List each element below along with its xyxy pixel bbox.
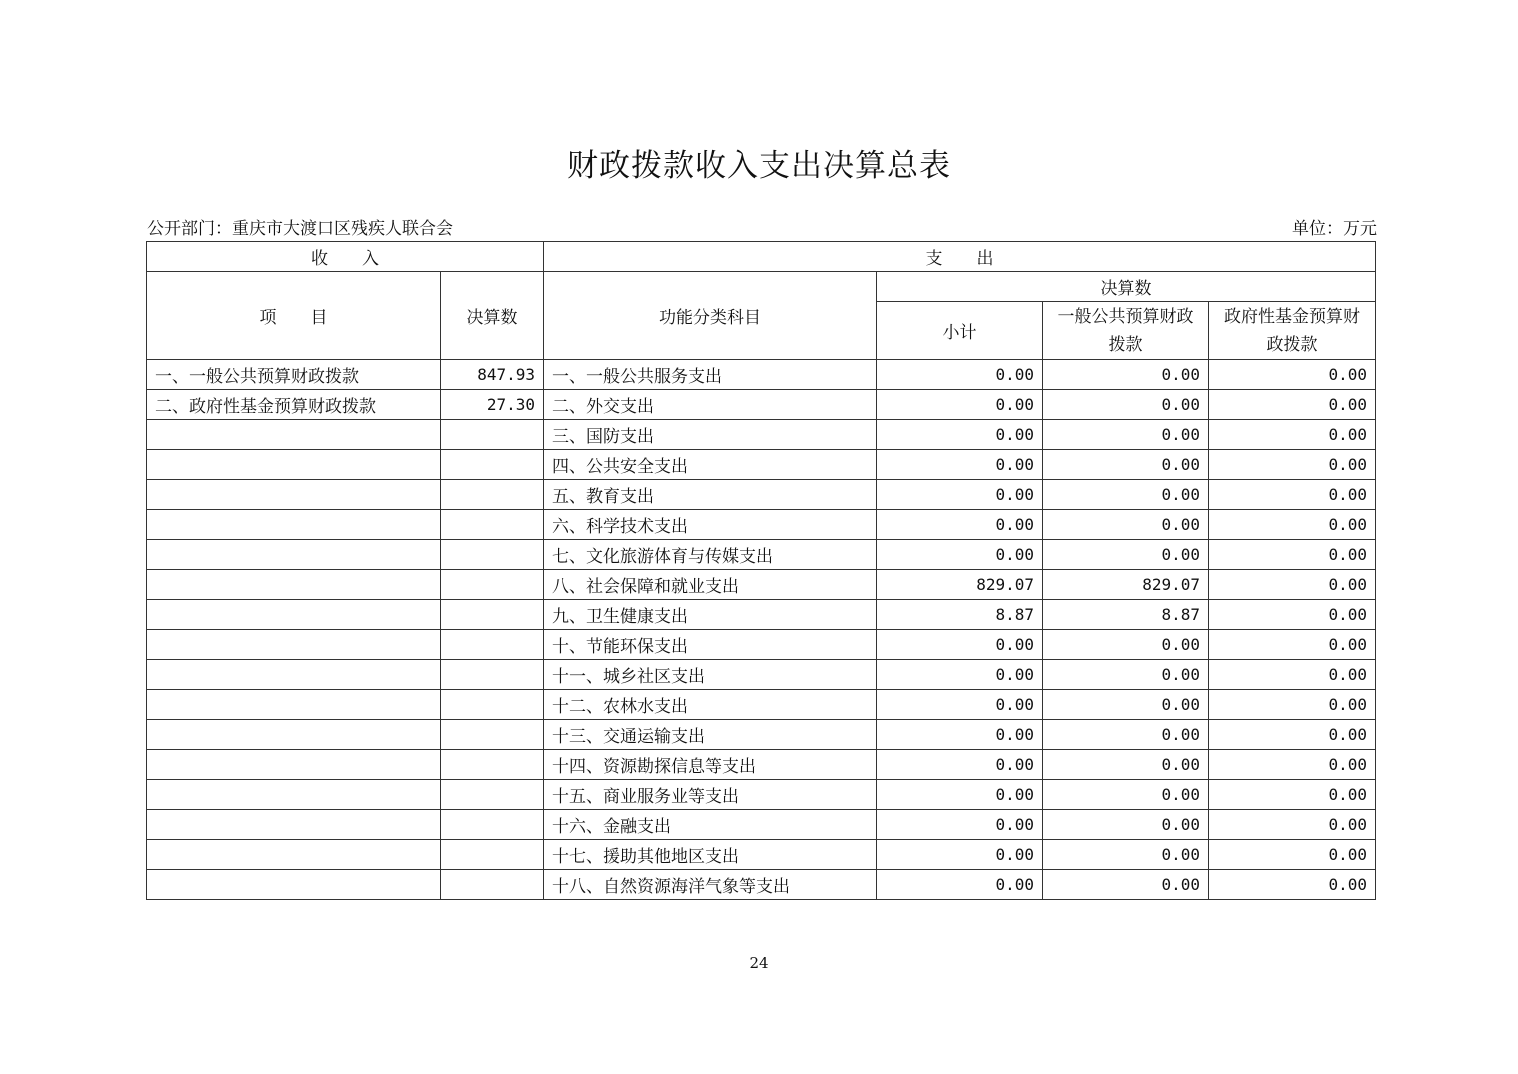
- subtotal-cell: 0.00: [877, 480, 1043, 510]
- general-budget-cell: 829.07: [1043, 570, 1209, 600]
- income-item-cell: [147, 540, 441, 570]
- general-budget-cell: 0.00: [1043, 390, 1209, 420]
- gov-fund-cell: 0.00: [1209, 720, 1376, 750]
- gov-fund-cell: 0.00: [1209, 570, 1376, 600]
- gov-fund-cell: 0.00: [1209, 750, 1376, 780]
- gov-fund-cell: 0.00: [1209, 420, 1376, 450]
- income-item-cell: [147, 420, 441, 450]
- general-budget-cell: 0.00: [1043, 870, 1209, 900]
- subtotal-cell: 0.00: [877, 840, 1043, 870]
- gov-fund-cell: 0.00: [1209, 600, 1376, 630]
- gov-fund-cell: 0.00: [1209, 510, 1376, 540]
- function-category-cell: 八、社会保障和就业支出: [544, 570, 877, 600]
- income-item-cell: [147, 840, 441, 870]
- table-row: [147, 690, 1376, 720]
- function-category-cell: 十六、金融支出: [544, 810, 877, 840]
- function-category-cell: 十四、资源勘探信息等支出: [544, 750, 877, 780]
- gov-fund-cell: 0.00: [1209, 390, 1376, 420]
- function-category-cell: 四、公共安全支出: [544, 450, 877, 480]
- general-budget-cell: 0.00: [1043, 420, 1209, 450]
- income-amount-cell: [441, 630, 544, 660]
- function-category-cell: 一、一般公共服务支出: [544, 360, 877, 390]
- subtotal-cell: 829.07: [877, 570, 1043, 600]
- subtotal-cell: 0.00: [877, 720, 1043, 750]
- income-amount-header: 决算数: [441, 272, 544, 360]
- income-amount-cell: [441, 570, 544, 600]
- subtotal-cell: 0.00: [877, 870, 1043, 900]
- general-budget-cell: 0.00: [1043, 450, 1209, 480]
- income-item-cell: [147, 660, 441, 690]
- subtotal-cell: 0.00: [877, 510, 1043, 540]
- subtotal-cell: 8.87: [877, 600, 1043, 630]
- income-amount-cell: 847.93: [441, 360, 544, 390]
- table-row: [147, 390, 1376, 420]
- gov-fund-cell: 0.00: [1209, 870, 1376, 900]
- income-amount-cell: [441, 750, 544, 780]
- gov-fund-cell: 0.00: [1209, 840, 1376, 870]
- income-amount-cell: [441, 780, 544, 810]
- income-item-cell: [147, 510, 441, 540]
- document-title: 财政拨款收入支出决算总表: [567, 148, 951, 184]
- gov-fund-cell: 0.00: [1209, 540, 1376, 570]
- gov-fund-cell: 0.00: [1209, 690, 1376, 720]
- subtotal-header: 小计: [877, 302, 1043, 360]
- subtotal-cell: 0.00: [877, 420, 1043, 450]
- income-amount-cell: [441, 510, 544, 540]
- subtotal-cell: 0.00: [877, 660, 1043, 690]
- function-category-cell: 二、外交支出: [544, 390, 877, 420]
- general-budget-cell: 0.00: [1043, 750, 1209, 780]
- income-item-cell: 二、政府性基金预算财政拨款: [147, 390, 441, 420]
- fiscal-appropriation-table: [146, 241, 1376, 900]
- function-category-cell: 十三、交通运输支出: [544, 720, 877, 750]
- function-category-cell: 十二、农林水支出: [544, 690, 877, 720]
- gov-fund-cell: 0.00: [1209, 630, 1376, 660]
- gov-fund-cell: 0.00: [1209, 360, 1376, 390]
- general-budget-cell: 0.00: [1043, 720, 1209, 750]
- table-row: [147, 600, 1376, 630]
- general-budget-cell: 0.00: [1043, 780, 1209, 810]
- function-category-header: 功能分类科目: [544, 272, 877, 360]
- function-category-cell: 十五、商业服务业等支出: [544, 780, 877, 810]
- income-amount-cell: [441, 810, 544, 840]
- gov-fund-cell: 0.00: [1209, 780, 1376, 810]
- subtotal-cell: 0.00: [877, 540, 1043, 570]
- income-amount-cell: [441, 450, 544, 480]
- table-row: [147, 720, 1376, 750]
- final-amount-header: 决算数: [877, 272, 1376, 302]
- table-row: [147, 510, 1376, 540]
- table-row: [147, 840, 1376, 870]
- table-row: [147, 750, 1376, 780]
- general-budget-header: 一般公共预算财政拨款: [1043, 302, 1209, 360]
- general-budget-cell: 0.00: [1043, 360, 1209, 390]
- page-number: 24: [749, 954, 769, 972]
- table-row: [147, 870, 1376, 900]
- income-item-cell: [147, 570, 441, 600]
- table-row: [147, 780, 1376, 810]
- general-budget-cell: 0.00: [1043, 690, 1209, 720]
- table-row: [147, 660, 1376, 690]
- gov-fund-cell: 0.00: [1209, 810, 1376, 840]
- general-budget-cell: 0.00: [1043, 510, 1209, 540]
- income-item-cell: [147, 810, 441, 840]
- table-row: [147, 570, 1376, 600]
- income-amount-cell: [441, 660, 544, 690]
- general-budget-cell: 0.00: [1043, 540, 1209, 570]
- function-category-cell: 五、教育支出: [544, 480, 877, 510]
- subtotal-cell: 0.00: [877, 750, 1043, 780]
- income-item-cell: 一、一般公共预算财政拨款: [147, 360, 441, 390]
- income-amount-cell: [441, 540, 544, 570]
- subtotal-cell: 0.00: [877, 810, 1043, 840]
- general-budget-cell: 0.00: [1043, 810, 1209, 840]
- expense-header: 支 出: [544, 242, 1376, 272]
- income-amount-cell: [441, 840, 544, 870]
- gov-fund-header: 政府性基金预算财政拨款: [1209, 302, 1376, 360]
- function-category-cell: 十七、援助其他地区支出: [544, 840, 877, 870]
- unit-label: 单位：万元: [1292, 219, 1377, 239]
- table-row: [147, 540, 1376, 570]
- department-label: 公开部门：重庆市大渡口区残疾人联合会: [147, 219, 453, 239]
- general-budget-cell: 0.00: [1043, 660, 1209, 690]
- function-category-cell: 十、节能环保支出: [544, 630, 877, 660]
- income-item-cell: [147, 720, 441, 750]
- income-item-cell: [147, 450, 441, 480]
- table-row: [147, 810, 1376, 840]
- function-category-cell: 九、卫生健康支出: [544, 600, 877, 630]
- income-item-cell: [147, 780, 441, 810]
- general-budget-cell: 0.00: [1043, 630, 1209, 660]
- table-row: [147, 420, 1376, 450]
- function-category-cell: 十一、城乡社区支出: [544, 660, 877, 690]
- subtotal-cell: 0.00: [877, 390, 1043, 420]
- general-budget-cell: 0.00: [1043, 480, 1209, 510]
- table-row: [147, 480, 1376, 510]
- function-category-cell: 六、科学技术支出: [544, 510, 877, 540]
- general-budget-cell: 0.00: [1043, 840, 1209, 870]
- table-body: [147, 360, 1376, 900]
- income-item-cell: [147, 750, 441, 780]
- function-category-cell: 七、文化旅游体育与传媒支出: [544, 540, 877, 570]
- income-amount-cell: [441, 420, 544, 450]
- income-amount-cell: [441, 600, 544, 630]
- subtotal-cell: 0.00: [877, 450, 1043, 480]
- item-header: 项 目: [147, 272, 441, 360]
- income-item-cell: [147, 630, 441, 660]
- income-item-cell: [147, 690, 441, 720]
- function-category-cell: 三、国防支出: [544, 420, 877, 450]
- income-amount-cell: [441, 480, 544, 510]
- table-row: [147, 450, 1376, 480]
- income-amount-cell: [441, 690, 544, 720]
- income-amount-cell: 27.30: [441, 390, 544, 420]
- gov-fund-cell: 0.00: [1209, 480, 1376, 510]
- subtotal-cell: 0.00: [877, 630, 1043, 660]
- function-category-cell: 十八、自然资源海洋气象等支出: [544, 870, 877, 900]
- gov-fund-cell: 0.00: [1209, 450, 1376, 480]
- subtotal-cell: 0.00: [877, 780, 1043, 810]
- income-item-cell: [147, 870, 441, 900]
- gov-fund-cell: 0.00: [1209, 660, 1376, 690]
- table-row: [147, 360, 1376, 390]
- subtotal-cell: 0.00: [877, 690, 1043, 720]
- income-header: 收 入: [147, 242, 544, 272]
- income-amount-cell: [441, 720, 544, 750]
- general-budget-cell: 8.87: [1043, 600, 1209, 630]
- income-amount-cell: [441, 870, 544, 900]
- income-item-cell: [147, 480, 441, 510]
- subtotal-cell: 0.00: [877, 360, 1043, 390]
- table-row: [147, 630, 1376, 660]
- income-item-cell: [147, 600, 441, 630]
